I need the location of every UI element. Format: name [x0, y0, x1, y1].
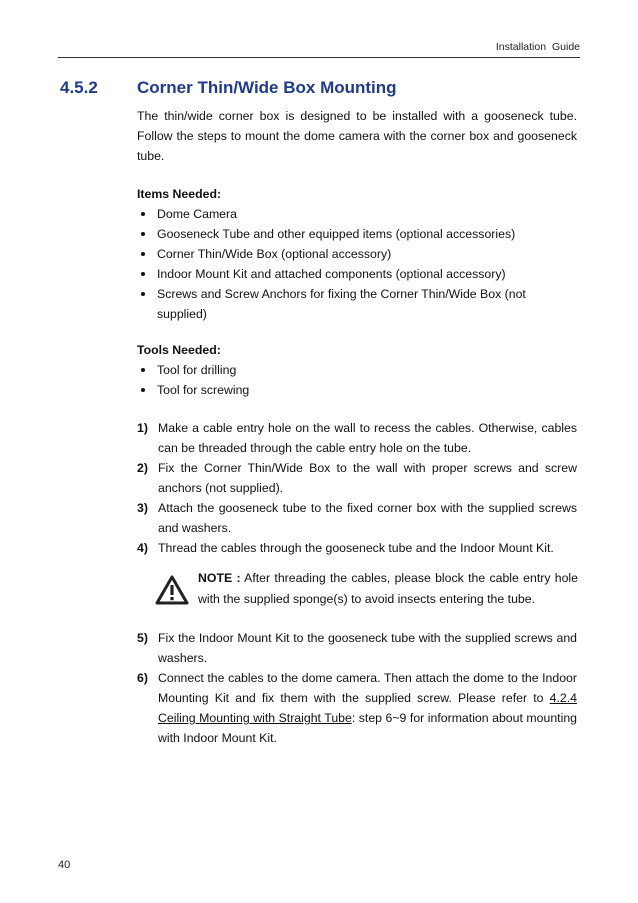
list-item-text: Indoor Mount Kit and attached components (optional accessory)	[157, 267, 506, 281]
header-title: Installation Guide	[495, 41, 580, 53]
section-number: 4.5.2	[60, 78, 98, 97]
step-item	[137, 458, 577, 498]
warning-icon	[155, 575, 189, 605]
step-item	[137, 418, 577, 458]
cross-reference-link[interactable]: 4.2.4 Ceiling Mounting with Straight Tube	[158, 691, 577, 725]
list-item-text: Tool for screwing	[157, 383, 250, 397]
list-item-text: Gooseneck Tube and other equipped items (optional accessories)	[157, 227, 516, 241]
step-number: 1)	[137, 421, 148, 435]
list-item	[137, 224, 577, 244]
step-number: 4)	[137, 541, 148, 555]
bullet-icon	[141, 272, 145, 276]
bullet-icon	[141, 232, 145, 236]
list-item	[137, 284, 577, 324]
step-number: 5)	[137, 631, 148, 645]
note-label: NOTE :	[198, 571, 241, 585]
step-text: Fix the Indoor Mount Kit to the gooseneck tube with the supplied screws and washers.	[158, 631, 577, 665]
step-text: Thread the cables through the gooseneck tube and the Indoor Mount Kit.	[158, 541, 554, 555]
step-item	[137, 498, 577, 538]
step-item	[137, 538, 577, 558]
list-item-text: Tool for drilling	[157, 363, 237, 377]
list-item	[137, 204, 577, 224]
items-needed-list	[137, 204, 577, 324]
list-item-text: Corner Thin/Wide Box (optional accessory)	[157, 247, 392, 261]
bullet-icon	[141, 368, 145, 372]
bullet-icon	[141, 292, 145, 296]
bullet-icon	[141, 252, 145, 256]
list-item-text: Dome Camera	[157, 207, 237, 221]
step-text: Attach the gooseneck tube to the fixed corner box with the supplied screws and washers.	[158, 501, 577, 535]
bullet-icon	[141, 388, 145, 392]
list-item	[137, 380, 577, 400]
bullet-icon	[141, 212, 145, 216]
list-item-text: Screws and Screw Anchors for fixing the Corner Thin/Wide Box (not supplied)	[157, 287, 526, 321]
list-item	[137, 244, 577, 264]
tools-needed-list	[137, 360, 577, 400]
step-text: Connect the cables to the dome camera. Then attach the dome to the Indoor Mounting Kit and fix them with the supplied screw. Please refer to	[158, 671, 577, 705]
note-body: After threading the cables, please block the cable entry hole with the supplied sponge(s) to avoid insects entering the tube.	[198, 571, 579, 606]
intro-paragraph: The thin/wide corner box is designed to be installed with a gooseneck tube. Follow the steps to mount the dome camera with the corner box and gooseneck tube.	[137, 109, 577, 163]
list-item	[137, 264, 577, 284]
list-item	[137, 360, 577, 380]
note-text	[198, 568, 578, 610]
steps-list	[137, 418, 577, 558]
page-number: 40	[58, 859, 71, 871]
steps-list-continued	[137, 628, 577, 748]
tools-needed-section	[137, 340, 577, 360]
note-box	[155, 568, 577, 612]
tools-needed-heading: Tools Needed:	[137, 343, 221, 357]
step-item	[137, 668, 577, 748]
step-number: 3)	[137, 501, 148, 515]
step-item	[137, 628, 577, 668]
step-number: 2)	[137, 461, 148, 475]
step-text: Make a cable entry hole on the wall to recess the cables. Otherwise, cables can be threaded through the cable entry hole on the tube.	[158, 421, 577, 455]
items-needed-heading: Items Needed:	[137, 187, 222, 201]
step-text-after: : step 6~9 for information about mounting with Indoor Mount Kit.	[158, 711, 577, 745]
step-number: 6)	[137, 671, 148, 685]
header-rule	[58, 57, 580, 58]
step-text: Fix the Corner Thin/Wide Box to the wall with proper screws and screw anchors (not supplied).	[158, 461, 577, 495]
items-needed-section	[137, 184, 577, 204]
section-title: Corner Thin/Wide Box Mounting	[137, 78, 397, 97]
